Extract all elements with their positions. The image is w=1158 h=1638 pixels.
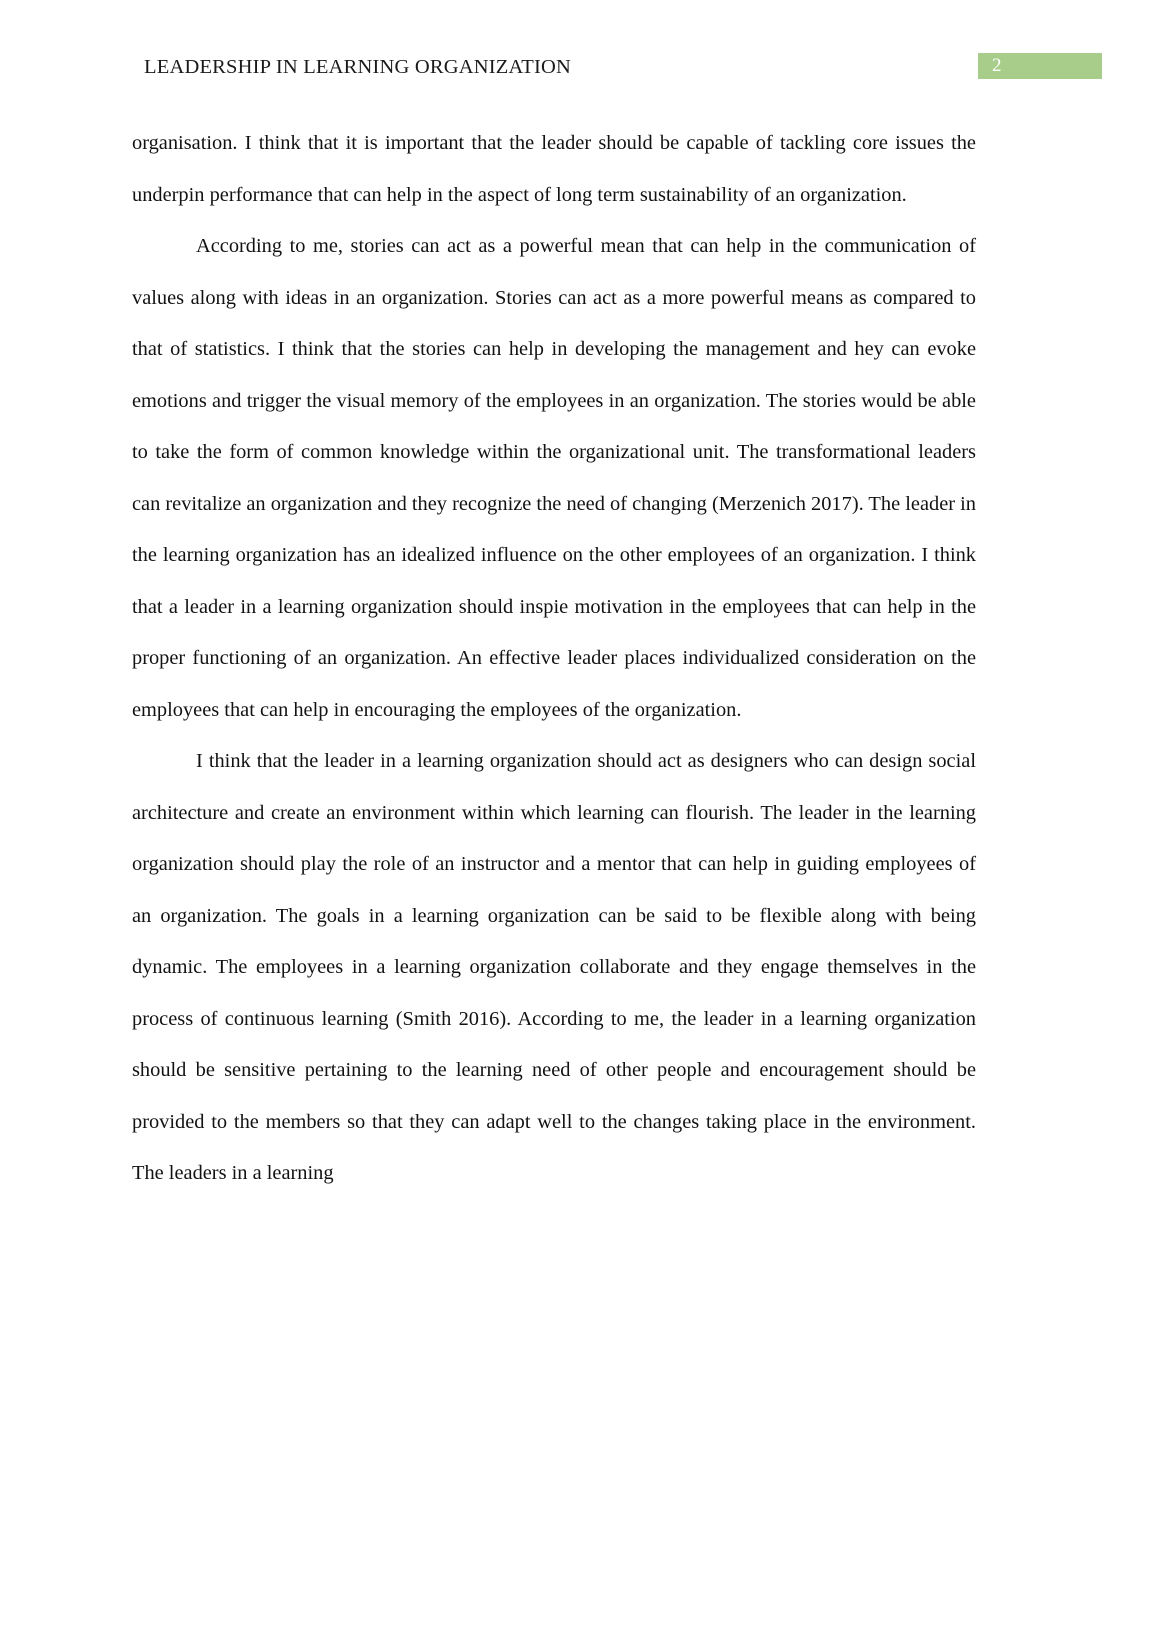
page-number-highlight (978, 53, 1102, 79)
body-paragraph-1: organisation. I think that it is important that the leader should be capable of tackling core issues the underpin performance that can help in the aspect of long term sustainability of an organization. (132, 132, 976, 206)
page-header (0, 52, 1158, 82)
running-header-title: LEADERSHIP IN LEARNING ORGANIZATION (144, 56, 572, 78)
page-number: 2 (992, 55, 1002, 76)
body-paragraph-2: According to me, stories can act as a powerful mean that can help in the communication of values along with ideas in an organization. Stories can act as a more powerful means as compared to that of statistics. I think that the stories can help in developing the management and hey can evoke emotions and trigger the visual memory of the employees in an organization. The stories would be able to take the form of common knowledge within the organizational unit. The transformational leaders can revitalize an organization and they recognize the need of changing (Merzenich 2017). The leader in the learning organization has an idealized influence on the other employees of an organization. I think that a leader in a learning organization should inspie motivation in the employees that can help in the proper functioning of an organization. An effective leader places individualized consideration on the employees that can help in encouraging the employees of the organization. (132, 235, 976, 721)
body-paragraph-3: I think that the leader in a learning organization should act as designers who can design social architecture and create an environment within which learning can flourish. The leader in the learning organization should play the role of an instructor and a mentor that can help in guiding employees of an organization. The goals in a learning organization can be said to be flexible along with being dynamic. The employees in a learning organization collaborate and they engage themselves in the process of continuous learning (Smith 2016). According to me, the leader in a learning organization should be sensitive pertaining to the learning need of other people and encouragement should be provided to the members so that they can adapt well to the changes taking place in the environment. The leaders in a learning (132, 750, 976, 1184)
document-body (132, 118, 976, 1200)
